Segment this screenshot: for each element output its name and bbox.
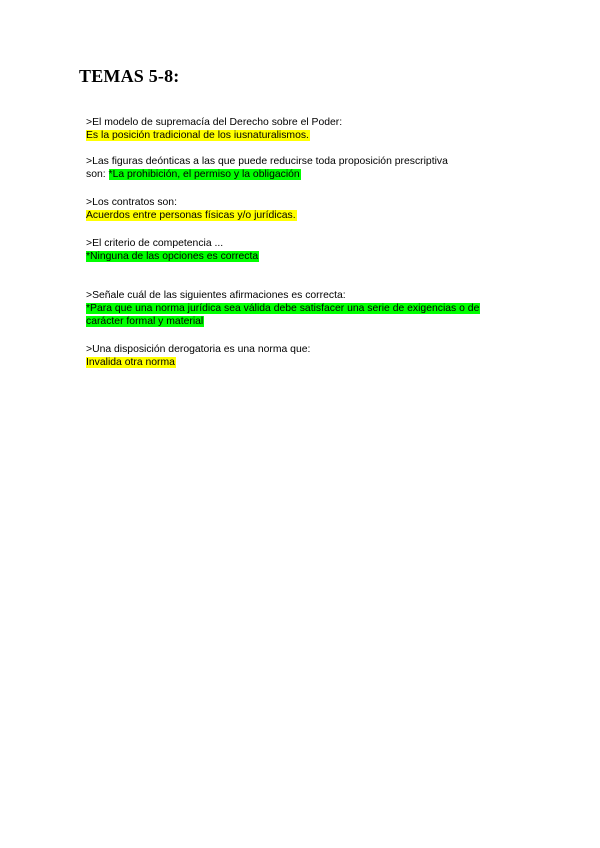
question-2-line-1: >Las figuras deónticas a las que puede reducirse toda proposición prescriptiva — [86, 156, 448, 167]
qa-item-6 — [86, 343, 526, 369]
qa-item-2 — [86, 155, 526, 181]
page-title: TEMAS 5-8: — [79, 66, 180, 86]
answer-1: Es la posición tradicional de los iusnaturalismos. — [86, 130, 309, 141]
question-1: >El modelo de supremacía del Derecho sobre el Poder: — [86, 117, 343, 128]
answer-5-line-1: *Para que una norma jurídica sea válida debe satisfacer una serie de exigencias o de — [86, 303, 480, 314]
qa-item-3 — [86, 196, 526, 222]
answer-3: Acuerdos entre personas físicas y/o jurídicas. — [86, 210, 296, 221]
question-5: >Señale cuál de las siguientes afirmaciones es correcta: — [86, 290, 346, 301]
answer-5-line-2: carácter formal y material — [86, 316, 204, 327]
qa-item-4 — [86, 237, 526, 263]
question-2-line-2: son: — [86, 169, 106, 180]
answer-4: *Ninguna de las opciones es correcta — [86, 251, 259, 262]
question-3: >Los contratos son: — [86, 197, 177, 208]
answer-2: *La prohibición, el permiso y la obligación — [108, 169, 300, 180]
question-4: >El criterio de competencia ... — [86, 238, 224, 249]
answer-6: Invalida otra norma — [86, 357, 175, 368]
question-6: >Una disposición derogatoria es una norma que: — [86, 344, 311, 355]
qa-item-1 — [86, 116, 526, 142]
qa-item-5 — [86, 289, 526, 328]
